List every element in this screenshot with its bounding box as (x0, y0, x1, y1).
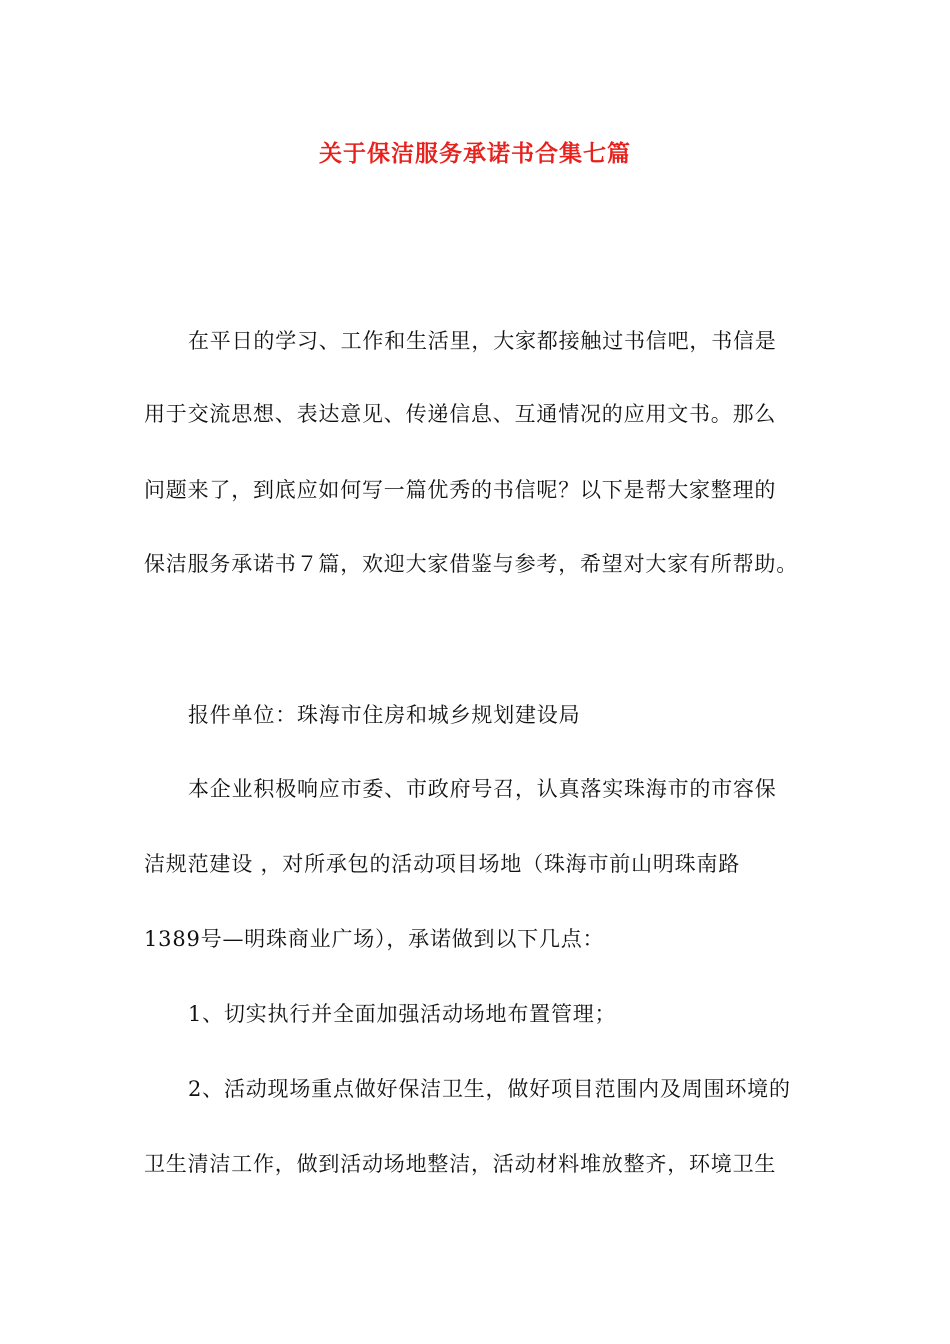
paragraph-line: 1389号—明珠商业广场），承诺做到以下几点： (144, 927, 605, 951)
paragraph-line: 报件单位：珠海市住房和城乡规划建设局 (188, 703, 581, 727)
paragraph-line: 1、切实执行并全面加强活动场地布置管理； (188, 1002, 617, 1026)
paragraph-line: 洁规范建设 ，对所承包的活动项目场地（珠海市前山明珠南路 (144, 852, 741, 876)
paragraph-line: 保洁服务承诺书７篇，欢迎大家借鉴与参考，希望对大家有所帮助。 (144, 552, 798, 576)
paragraph-line: 本企业积极响应市委、市政府号召，认真落实珠海市的市容保 (188, 777, 777, 801)
paragraph-line: 问题来了，到底应如何写一篇优秀的书信呢？以下是帮大家整理的 (144, 478, 777, 502)
paragraph-line: 在平日的学习、工作和生活里，大家都接触过书信吧，书信是 (188, 329, 777, 353)
paragraph-line: 卫生清洁工作，做到活动场地整洁，活动材料堆放整齐，环境卫生 (144, 1152, 777, 1176)
paragraph-line: 2、活动现场重点做好保洁卫生，做好项目范围内及周围环境的 (188, 1077, 791, 1101)
paragraph-line: 用于交流思想、表达意见、传递信息、互通情况的应用文书。那么 (144, 402, 777, 426)
document-title: 关于保洁服务承诺书合集七篇 (319, 140, 631, 167)
